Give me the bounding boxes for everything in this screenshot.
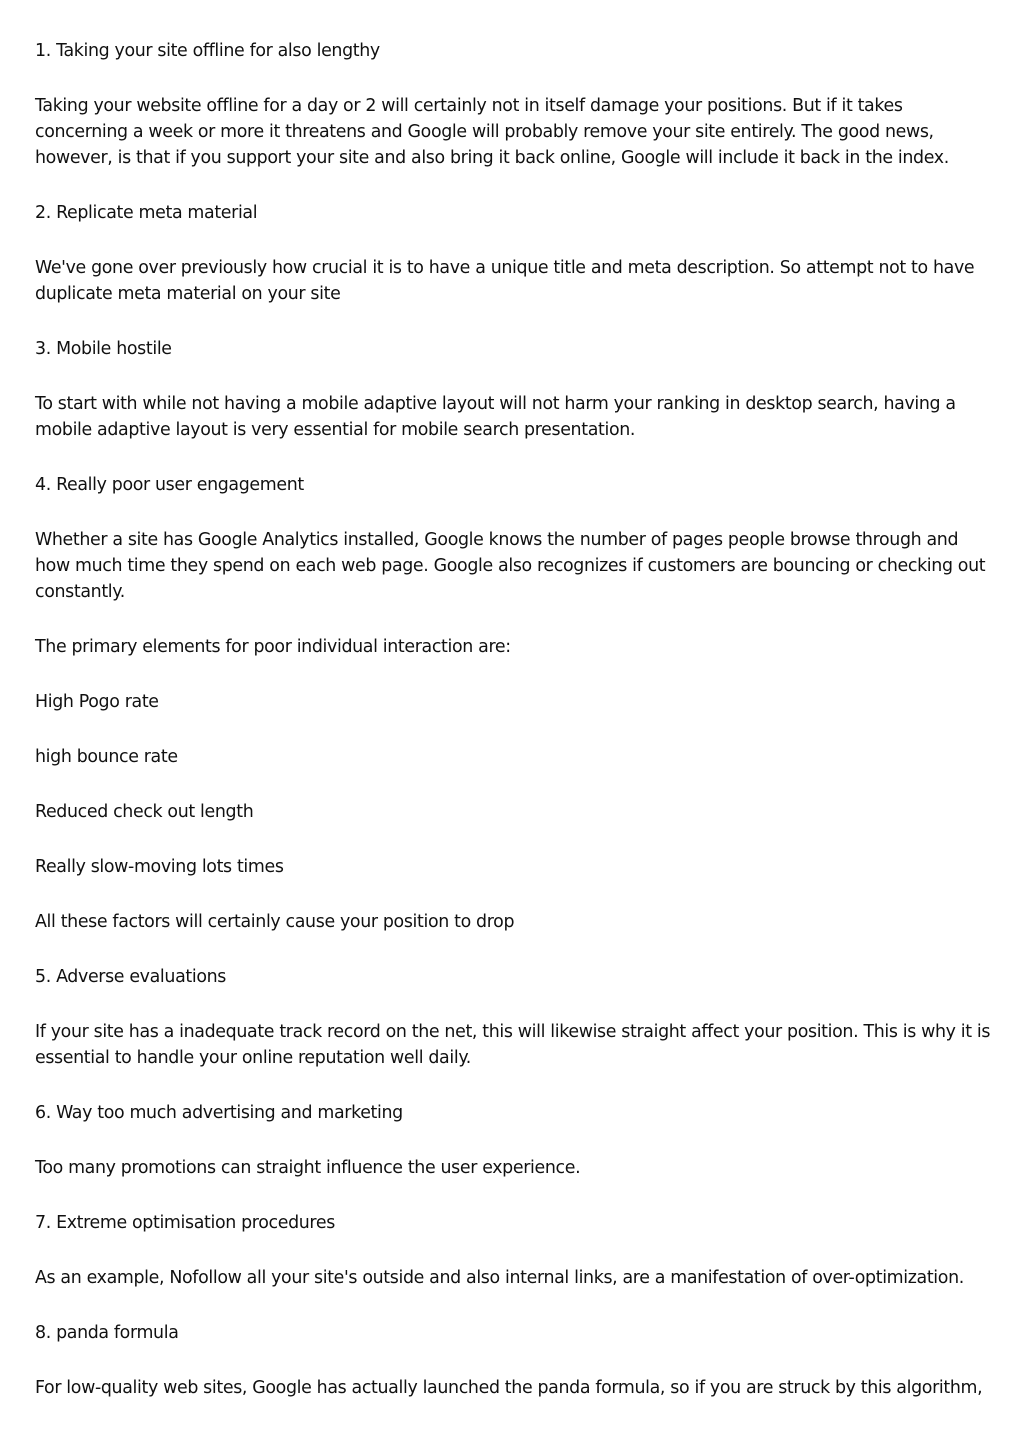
paragraph: All these factors will certainly cause your position to drop	[35, 912, 515, 932]
section-heading: 5. Adverse evaluations	[35, 967, 227, 987]
section-heading: 2. Replicate meta material	[35, 203, 258, 223]
paragraph: We've gone over previously how crucial it is to have a unique title and meta description. So attempt not to have duplicate meta material on your site	[35, 258, 975, 304]
section-heading: 6. Way too much advertising and marketing	[35, 1103, 403, 1123]
paragraph: Too many promotions can straight influence the user experience.	[35, 1158, 581, 1178]
section-heading: 7. Extreme optimisation procedures	[35, 1213, 335, 1233]
section-heading: 8. panda formula	[35, 1323, 179, 1343]
paragraph: If your site has a inadequate track record on the net, this will likewise straight affect your position. This is why it is essential to handle your online reputation well daily.	[35, 1022, 991, 1068]
paragraph: As an example, Nofollow all your site's outside and also internal links, are a manifestation of over-optimization.	[35, 1268, 964, 1288]
paragraph: For low-quality web sites, Google has actually launched the panda formula, so if you are struck by this algorithm,	[35, 1378, 983, 1398]
section-heading: 4. Really poor user engagement	[35, 475, 304, 495]
list-item: high bounce rate	[35, 747, 178, 767]
paragraph: Taking your website offline for a day or 2 will certainly not in itself damage your positions. But if it takes concerning a week or more it threatens and Google will probably remove your site entirely. The good news, however, is that if you support your site and also bring it back online, Google will include it back in the index.	[35, 96, 949, 168]
list-item: High Pogo rate	[35, 692, 159, 712]
paragraph: Whether a site has Google Analytics installed, Google knows the number of pages people browse through and how much time they spend on each web page. Google also recognizes if customers are bouncing or checking out constantly.	[35, 530, 986, 602]
list-item: Really slow-moving lots times	[35, 857, 284, 877]
document-body	[35, 38, 995, 1430]
list-item: Reduced check out length	[35, 802, 254, 822]
paragraph: The primary elements for poor individual interaction are:	[35, 637, 511, 657]
paragraph: To start with while not having a mobile adaptive layout will not harm your ranking in desktop search, having a mobile adaptive layout is very essential for mobile search presentation.	[35, 394, 956, 440]
section-heading: 3. Mobile hostile	[35, 339, 172, 359]
section-heading: 1. Taking your site offline for also lengthy	[35, 41, 380, 61]
